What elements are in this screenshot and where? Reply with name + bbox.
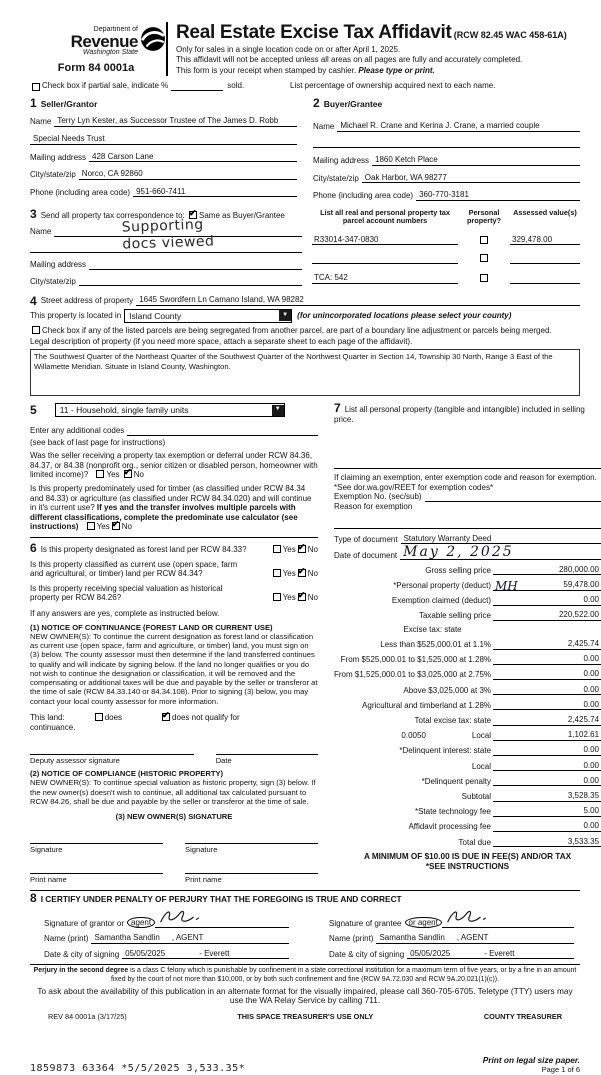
- parcel-row-2: [312, 254, 580, 264]
- owner-printname-label-1: Print name: [30, 874, 67, 884]
- tax-line: [493, 755, 527, 756]
- buyer-phone-value: 360-770-3181: [419, 190, 469, 200]
- tier3-label: From $1,525,000.01 to $3,025,000 at 2.75%: [334, 670, 492, 680]
- certify-title: I CERTIFY UNDER PENALTY OF PERJURY THAT THE FOREGOING IS TRUE AND CORRECT: [40, 893, 402, 904]
- deputy-assessor-label: Deputy assessor signature: [30, 756, 120, 766]
- grantee-printname-label: Name (print): [329, 934, 374, 944]
- notice-continuance-title: (1) NOTICE OF CONTINUANCE (FOREST LAND OR CURRENT USE): [30, 622, 273, 632]
- additional-codes-label: Enter any additional codes: [30, 426, 125, 436]
- section4-number: 4: [30, 293, 37, 308]
- buyer-grantee-block: [313, 94, 580, 201]
- historical-question: [30, 584, 318, 603]
- answers-yes-note: If any answers are yes, complete as instructed below.: [30, 608, 220, 618]
- header-line1: Only for sales in a single location code on or after April 1, 2025.: [176, 44, 401, 54]
- certify-section: [30, 890, 580, 960]
- grantee-city-value: - Everett: [484, 948, 515, 958]
- delinquent-interest-local-label: Local: [471, 761, 492, 771]
- partial-sale-label: Check box if partial sale, indicate %: [42, 81, 169, 91]
- buyer-city-value: Oak Harbor, WA 98277: [364, 172, 447, 182]
- tax-line: [493, 605, 527, 606]
- current-use-question: [30, 560, 318, 579]
- total-excise-state-label: Total excise tax: state: [414, 716, 492, 726]
- tax-line: [493, 801, 527, 802]
- owner-signature-row: [30, 833, 318, 854]
- tax-line: [493, 846, 527, 847]
- county-dropdown-value: Island County: [129, 310, 182, 321]
- assessor-signature-row: [30, 744, 318, 765]
- grantee-printname-value: Samantha Sandlin: [379, 933, 445, 943]
- predominate-yes-checkbox[interactable]: [87, 522, 95, 530]
- header-line3-text: This form is your receipt when stamped by cashier.: [176, 65, 357, 75]
- predominate-use-text: Is this property predominately used for timber (as classified under RCW 84.34 and 84.33) or agriculture (as classified under RCW 84.34.020) and will continue in it's current use?: [30, 483, 312, 513]
- treasurer-stamp: 1859873 63364 *5/5/2025 3,533.35*: [30, 1063, 246, 1075]
- affidavit-processing-fee-value[interactable]: 0.00: [527, 821, 601, 832]
- no-label: No: [121, 522, 132, 532]
- does-checkbox[interactable]: [95, 713, 103, 721]
- tier3-value[interactable]: 0.00: [527, 669, 601, 680]
- tax-line: [493, 679, 527, 680]
- deferral-yes-checkbox[interactable]: [96, 470, 104, 478]
- print-legal-note: Print on legal size paper.: [482, 1054, 580, 1065]
- tier2-value[interactable]: 0.00: [527, 654, 601, 665]
- does-not-checkbox[interactable]: [162, 713, 170, 721]
- assessed-value-1: 329,478.00: [512, 234, 553, 244]
- date-of-document-handwritten: May 2, 2025: [403, 544, 514, 561]
- deferral-no-checkbox[interactable]: [124, 470, 132, 478]
- local-rate-value: 0.0050: [401, 731, 426, 741]
- seller-name-input[interactable]: [54, 116, 297, 127]
- street-address-value: 1645 Swordfern Ln Camano Island, WA 98282: [139, 295, 304, 305]
- no-label: No: [307, 569, 318, 579]
- buyer-city-input[interactable]: [362, 173, 580, 184]
- personal-property-checkbox-2[interactable]: [480, 254, 488, 262]
- delinquent-penalty-label: *Delinquent penalty: [421, 776, 492, 786]
- deputy-assessor-signature-input[interactable]: [30, 744, 194, 755]
- property-section: [30, 295, 580, 396]
- type-or-print-note: Please type or print.: [358, 65, 435, 75]
- gross-selling-price-value[interactable]: 280,000.00: [527, 565, 601, 576]
- tax-line: [493, 709, 527, 710]
- forest-land-text: Is this property designated as forest land per RCW 84.33?: [40, 544, 247, 554]
- revenue-logo: [30, 22, 162, 76]
- perjury-rest-text: is a class C felony which is punishable by confinement in a state correctional institution for a maximum term of five years, or by a fine in an amount fixed by the court of not more than $10,000, or by both such confinement and fine (RCW 9A.72.030 and RCW 9A.20.021(1)(c)).: [111, 967, 577, 983]
- type-of-document-label: Type of document: [334, 534, 398, 544]
- form-title: Real Estate Excise Tax Affidavit: [176, 22, 452, 43]
- grantor-signing-block: [44, 905, 289, 960]
- assessed-value-input-3[interactable]: [510, 275, 580, 284]
- grantor-datecity-input[interactable]: [122, 949, 289, 960]
- additional-codes-input[interactable]: [127, 427, 318, 436]
- main-columns: [30, 401, 600, 884]
- grantor-agent-circled: agent: [127, 917, 155, 929]
- tier1-label: Less than $525,000.01 at 1.1%: [380, 640, 492, 650]
- land-use-code-value: 11 - Household, single family units: [59, 404, 189, 415]
- subtotal-value[interactable]: 3,528.35: [527, 791, 601, 802]
- owner-signature-input-1[interactable]: [30, 833, 163, 844]
- buyer-mailing-input[interactable]: [372, 155, 580, 166]
- parcel-number-value-1: R33014-347-0830: [314, 234, 379, 244]
- seller-name-value: Terry Lyn Kester, as Successor Trustee of The James D. Robb: [57, 116, 279, 126]
- assessor-date-input[interactable]: [216, 744, 318, 755]
- seller-mailing-label: Mailing address: [30, 152, 87, 162]
- delinquent-interest-state-label: *Delinquent interest: state: [399, 746, 492, 756]
- street-address-input[interactable]: [136, 295, 580, 306]
- exemption-deferral-text: Was the seller receiving a property tax exemption or deferral under RCW 84.36, 84.37, or 84.38 (nonprofit org., senior citizen or disabled person, homeowner with limited income)?: [30, 451, 318, 480]
- excise-tax-state-heading: Excise tax: state: [403, 624, 462, 634]
- type-of-document-input[interactable]: [401, 534, 601, 545]
- exemption-deferral-question: [30, 451, 318, 480]
- reason-for-exemption-label: Reason for exemption: [334, 501, 413, 511]
- seller-mailing-value: 428 Carson Lane: [92, 151, 154, 161]
- grantee-signing-block: [329, 905, 574, 960]
- title-block: [166, 22, 567, 76]
- tax-line: [493, 740, 527, 741]
- total-due-label: Total due: [458, 837, 492, 847]
- treasurer-use-label: THIS SPACE TREASURER'S USE ONLY: [237, 1011, 374, 1021]
- delinquent-penalty-value[interactable]: 0.00: [527, 776, 601, 787]
- grantee-datecity-label: Date & city of signing: [329, 949, 405, 959]
- grantor-signature-label: Signature of grantor or: [44, 918, 125, 928]
- segregated-checkbox[interactable]: [32, 326, 40, 334]
- partial-percent-input[interactable]: [171, 82, 223, 91]
- partial-sale-checkbox[interactable]: [32, 83, 40, 91]
- minimum-due-note: A MINIMUM OF $10.00 IS DUE IN FEE(S) AND/OR TAX: [363, 852, 572, 862]
- seller-city-input[interactable]: [79, 169, 297, 180]
- predominate-use-bold-text: If yes and the transfer involves multiple parcels with different classifications, complete the predominate use calculator (see instructions): [30, 503, 298, 532]
- section2-number: 2: [313, 95, 320, 110]
- rev-number: REV 84 0001a (3/17/25): [48, 1011, 127, 1021]
- revenue-wordmark: Revenue: [70, 32, 138, 52]
- county-note: (for unincorporated locations please select your county): [297, 311, 512, 321]
- buyer-mailing-label: Mailing address: [313, 156, 370, 166]
- date-of-document-input[interactable]: [400, 546, 601, 560]
- forest-no-checkbox[interactable]: [298, 545, 306, 553]
- parcel-number-input-3[interactable]: [312, 273, 458, 284]
- no-label: No: [307, 593, 318, 603]
- buyer-name-label: Name: [313, 122, 335, 132]
- tax-line: [493, 770, 527, 771]
- form-number: Form 84 0001a: [57, 61, 135, 74]
- grantor-agent-suffix: , AGENT: [171, 933, 204, 943]
- legal-description-box[interactable]: [30, 349, 580, 396]
- exemption-no-input[interactable]: [425, 493, 601, 502]
- correspondence-city-label: City/state/zip: [30, 276, 76, 286]
- grantor-datecity-label: Date & city of signing: [44, 949, 120, 959]
- yes-label: Yes: [282, 569, 296, 579]
- parcel-table-header: [312, 209, 580, 226]
- exemption-block: [334, 469, 601, 528]
- seller-city-value: Norco, CA 92860: [81, 169, 143, 179]
- delinquent-interest-state-value[interactable]: 0.00: [527, 745, 601, 756]
- handwritten-note-line2: docs viewed: [122, 233, 215, 253]
- continuance-label: continuance.: [30, 722, 76, 732]
- personal-property-checkbox-1[interactable]: [480, 236, 488, 244]
- grantee-agent-circled: or agent: [405, 917, 442, 929]
- grantor-printname-input[interactable]: [91, 933, 289, 944]
- divider: [30, 537, 318, 538]
- seller-phone-label: Phone (including area code): [30, 187, 131, 197]
- historical-text: Is this property receiving special valuation as historical property per RCW 84.26?: [30, 583, 223, 603]
- yes-label: Yes: [282, 544, 296, 554]
- parcel-table: [312, 209, 580, 286]
- section1-title: Seller/Grantor: [40, 98, 98, 109]
- does-label: does: [104, 713, 123, 722]
- personal-property-checkbox-3[interactable]: [480, 274, 488, 282]
- notice-compliance-title: (2) NOTICE OF COMPLIANCE (HISTORIC PROPERTY): [30, 769, 224, 779]
- yes-label: Yes: [96, 522, 110, 532]
- parcel-number-value-3: TCA: 542: [314, 273, 348, 283]
- buyer-name-value: Michael R. Crane and Kerina J. Crane, a married couple: [340, 121, 540, 131]
- correspondence-mailing-input[interactable]: [89, 261, 302, 270]
- seller-city-label: City/state/zip: [30, 170, 76, 180]
- grantee-datecity-input[interactable]: [407, 949, 574, 960]
- perjury-notice: [30, 964, 580, 983]
- assessed-value-input-2[interactable]: [510, 255, 580, 264]
- partial-sale-row: [30, 81, 580, 91]
- parcel-number-input-1[interactable]: [312, 235, 458, 246]
- header-line2: This affidavit will not be accepted unless all areas on all pages are fully and accurately completed.: [176, 55, 523, 65]
- section1-number: 1: [30, 95, 37, 110]
- taxable-selling-price-value[interactable]: 220,522.00: [527, 610, 601, 621]
- notice-continuance-body: NEW OWNER(S): To continue the current designation as forest land or classification as current use (open space, farm and agriculture, or timber) land, you must sign on (3) below. The county assessor must then determine if the land transferred continues to qualify and will indicate by signing below. If the land no longer qualifies or you do not wish to continue the designation or classification, it will be removed and the compensating or additional taxes will be due and payable by the seller or transferor at the time of sale (RCW 84.33.140 or 84.34.108). Prior to signing (3) below, you may contact your local county assessor for more information.: [30, 631, 318, 706]
- agricultural-value[interactable]: 0.00: [527, 700, 601, 711]
- subtotal-label: Subtotal: [461, 791, 492, 801]
- no-label: No: [133, 470, 145, 480]
- same-as-buyer-label: Same as Buyer/Grantee: [199, 210, 285, 220]
- current-use-no-checkbox[interactable]: [298, 569, 306, 577]
- owner-signature-input-2[interactable]: [185, 833, 318, 844]
- owner-signature-label-1: Signature: [30, 845, 63, 855]
- owner-printname-input-1[interactable]: [30, 863, 163, 874]
- personal-property-list-label: List all personal property (tangible and intangible) included in selling price.: [334, 405, 585, 424]
- tier4-label: Above $3,025,000 at 3%: [403, 685, 492, 695]
- local-tax-label: Local: [471, 731, 492, 741]
- grantor-signature-input[interactable]: [155, 909, 289, 929]
- parcel-row-1: [312, 235, 580, 246]
- buyer-city-label: City/state/zip: [313, 173, 359, 183]
- yes-label: Yes: [282, 593, 296, 603]
- exemption-no-label: Exemption No. (sec/sub): [334, 492, 422, 502]
- state-technology-fee-label: *State technology fee: [414, 807, 492, 817]
- legal-description-label: Legal description of property (if you need more space, attach a separate sheet to each page of the affidavit).: [30, 337, 413, 347]
- personal-property-list-input[interactable]: [334, 460, 601, 469]
- type-of-document-value: Statutory Warranty Deed: [403, 533, 492, 543]
- grantee-agent-suffix: , AGENT: [456, 933, 489, 943]
- state-technology-fee-value[interactable]: 5.00: [527, 806, 601, 817]
- tier4-value[interactable]: 0.00: [527, 685, 601, 696]
- seller-grantor-block: [30, 94, 297, 201]
- section5-number: 5: [30, 403, 37, 418]
- stamp-row: [30, 1056, 580, 1075]
- seller-mailing-input[interactable]: [89, 152, 297, 163]
- section7-number: 7: [334, 401, 341, 416]
- grantee-date-value: 05/05/2025: [410, 948, 451, 958]
- street-address-label: Street address of property: [40, 296, 134, 306]
- personal-property-deduct-value[interactable]: 59,478.00: [527, 580, 601, 591]
- tax-line: [493, 831, 527, 832]
- left-column: [30, 403, 318, 884]
- historical-yes-checkbox[interactable]: [273, 593, 281, 601]
- ownership-percentage-note: List percentage of ownership acquired next to each name.: [290, 81, 496, 91]
- assessed-values-header: Assessed value(s): [513, 207, 577, 217]
- date-of-document-label: Date of document: [334, 550, 398, 560]
- taxable-selling-price-label: Taxable selling price: [418, 611, 492, 621]
- grantor-date-value: 05/05/2025: [125, 948, 166, 958]
- washington-state-label: Washington State: [82, 49, 138, 57]
- tax-line: [493, 785, 527, 786]
- segregated-label: Check box if any of the listed parcels are being segregated from another parcel, are part of a boundary line adjustment or parcels being merged.: [42, 325, 552, 335]
- grantor-city-value: - Everett: [199, 948, 230, 958]
- tax-line: [493, 694, 527, 695]
- buyer-name-input-line2[interactable]: [313, 139, 580, 148]
- this-land-label: This land:: [30, 713, 65, 722]
- correspondence-block: [30, 206, 302, 286]
- located-in-label: This property is located in: [30, 311, 122, 321]
- section8-number: 8: [30, 890, 37, 905]
- forest-yes-checkbox[interactable]: [273, 545, 281, 553]
- seller-phone-input[interactable]: [133, 187, 297, 198]
- predominate-no-checkbox[interactable]: [112, 522, 120, 530]
- handwritten-note-line1: Supporting: [121, 216, 204, 236]
- forest-land-question: [30, 540, 318, 555]
- parcel-row-3: [312, 273, 580, 284]
- yes-label: Yes: [106, 470, 120, 480]
- seller-name-label: Name: [30, 117, 52, 127]
- parcel-number-input-2[interactable]: [312, 255, 458, 264]
- does-not-label: does not qualify for: [172, 713, 240, 722]
- tax-line: [493, 664, 527, 665]
- dept-of-label: Department of: [93, 26, 138, 33]
- agricultural-label: Agricultural and timberland at 1.28%: [362, 700, 492, 710]
- correspondence-label: Send all property tax correspondence to:: [40, 210, 185, 220]
- sold-label: sold.: [227, 81, 245, 91]
- tax-line: [493, 574, 527, 575]
- buyer-mailing-value: 1860 Ketch Place: [375, 155, 438, 165]
- delinquent-interest-local-value[interactable]: 0.00: [527, 761, 601, 772]
- rcw-reference: (RCW 82.45 WAC 458-61A): [453, 30, 567, 40]
- seller-name-input-line2[interactable]: [30, 134, 297, 145]
- see-instructions-note: *SEE INSTRUCTIONS: [425, 861, 510, 871]
- buyer-phone-label: Phone (including area code): [313, 191, 414, 201]
- tier2-label: From $525,000.01 to $1,525,000 at 1.28%: [340, 655, 492, 665]
- total-excise-state-value[interactable]: 2,425.74: [527, 715, 601, 726]
- current-use-yes-checkbox[interactable]: [273, 569, 281, 577]
- no-label: No: [307, 544, 318, 554]
- page-indicator: Page 1 of 6: [541, 1065, 580, 1075]
- buyer-phone-input[interactable]: [416, 190, 580, 201]
- parcel-numbers-header: List all real and personal property tax parcel account numbers: [320, 207, 450, 226]
- predominate-use-question: [30, 484, 318, 532]
- personal-property-header: Personal property?: [466, 207, 502, 226]
- affidavit-processing-fee-label: Affidavit processing fee: [408, 822, 492, 832]
- section2-title: Buyer/Grantee: [323, 98, 383, 109]
- right-column: [334, 403, 601, 884]
- local-tax-value[interactable]: 1,102.61: [527, 730, 601, 741]
- exemption-claimed-label: Exemption claimed (deduct): [391, 596, 492, 606]
- seller-name-value2: Special Needs Trust: [33, 134, 105, 144]
- alternate-format-note: To ask about the availability of this publication in an alternate format for the visually impaired, please call 360-705-6705. Teletype (TTY) users may use the WA Relay Service by calling 711.: [37, 985, 573, 1006]
- owner-signature-label-2: Signature: [185, 845, 218, 855]
- seller-phone-value: 951-660-7411: [136, 186, 186, 196]
- perjury-bold-text: Perjury in the second degree: [33, 967, 129, 975]
- owner-printname-input-2[interactable]: [185, 863, 318, 874]
- tax-line: [493, 725, 527, 726]
- land-use-code-dropdown[interactable]: [55, 403, 285, 417]
- historical-no-checkbox[interactable]: [298, 593, 306, 601]
- section6-number: 6: [30, 540, 37, 555]
- see-back-note: (see back of last page for instructions): [30, 437, 166, 447]
- tax-line: [493, 578, 527, 593]
- handwritten-mh-note: MH: [495, 578, 518, 593]
- legal-description-value: The Southwest Quarter of the Northeast Quarter of the Southwest Quarter of the Northwest Quarter in Section 14, Township 30 North, Range 3 East of the Willamette Meridian. Situate in Island County, Washington.: [34, 352, 553, 371]
- notice-compliance-body: NEW OWNER(S): To continue special valuation as historic property, sign (3) below. If the new owner(s) doesn't wish to continue, all additional tax calculated pursuant to RCW 84.26, shall be due and payable by the seller or transferor at the time of sale.: [30, 778, 316, 806]
- exemption-claimed-value[interactable]: 0.00: [527, 595, 601, 606]
- section3-number: 3: [30, 206, 37, 221]
- grantor-signature-scribble: [158, 909, 210, 925]
- correspondence-name-label: Name: [30, 227, 52, 237]
- chevron-down-icon: ▼: [272, 405, 284, 416]
- this-land-row: [30, 713, 318, 723]
- new-owners-signature-title: (3) NEW OWNER(S) SIGNATURE: [115, 812, 233, 822]
- revenue-logo-icon: [140, 26, 166, 52]
- assessor-date-label: Date: [215, 756, 232, 766]
- correspondence-mailing-label: Mailing address: [30, 260, 87, 270]
- footer-row: [30, 1013, 580, 1022]
- buyer-name-input[interactable]: [337, 121, 580, 132]
- correspondence-parcels-section: [30, 206, 580, 286]
- assessed-value-input-1[interactable]: [510, 235, 580, 246]
- county-dropdown[interactable]: [124, 309, 292, 323]
- exemption-instructions: If claiming an exemption, enter exemption code and reason for exemption. *See dor.wa.gov/REET for exemption codes*: [334, 473, 597, 492]
- tax-line: [493, 649, 527, 650]
- grantee-signature-scribble: [445, 909, 497, 925]
- grantee-signature-label: Signature of grantee: [329, 918, 402, 928]
- owner-printname-label-2: Print name: [185, 874, 222, 884]
- header-line3: [176, 66, 567, 77]
- personal-property-deduct-label: *Personal property (deduct): [393, 580, 492, 590]
- correspondence-city-input[interactable]: [79, 277, 302, 286]
- tax-line: [493, 620, 527, 621]
- grantee-printname-input[interactable]: [376, 933, 574, 944]
- grantor-printname-label: Name (print): [44, 934, 89, 944]
- tier1-value[interactable]: 2,425.74: [527, 639, 601, 650]
- grantee-signature-input[interactable]: [442, 909, 574, 929]
- tax-line: [493, 816, 527, 817]
- grantor-printname-value: Samantha Sandlin: [94, 933, 160, 943]
- parties-section: [30, 94, 580, 201]
- form-header: [30, 22, 580, 76]
- gross-selling-price-label: Gross selling price: [425, 565, 492, 575]
- total-due-value[interactable]: 3,533.35: [527, 837, 601, 848]
- county-treasurer-label: COUNTY TREASURER: [483, 1011, 562, 1021]
- handwritten-note: [121, 216, 214, 253]
- owner-printname-row: [30, 863, 318, 884]
- current-use-text: Is this property classified as current use (open space, farm and agricultural, or timber) land per RCW 84.34?: [30, 559, 238, 579]
- print-note-block: [483, 1056, 580, 1075]
- chevron-down-icon: ▼: [279, 310, 291, 321]
